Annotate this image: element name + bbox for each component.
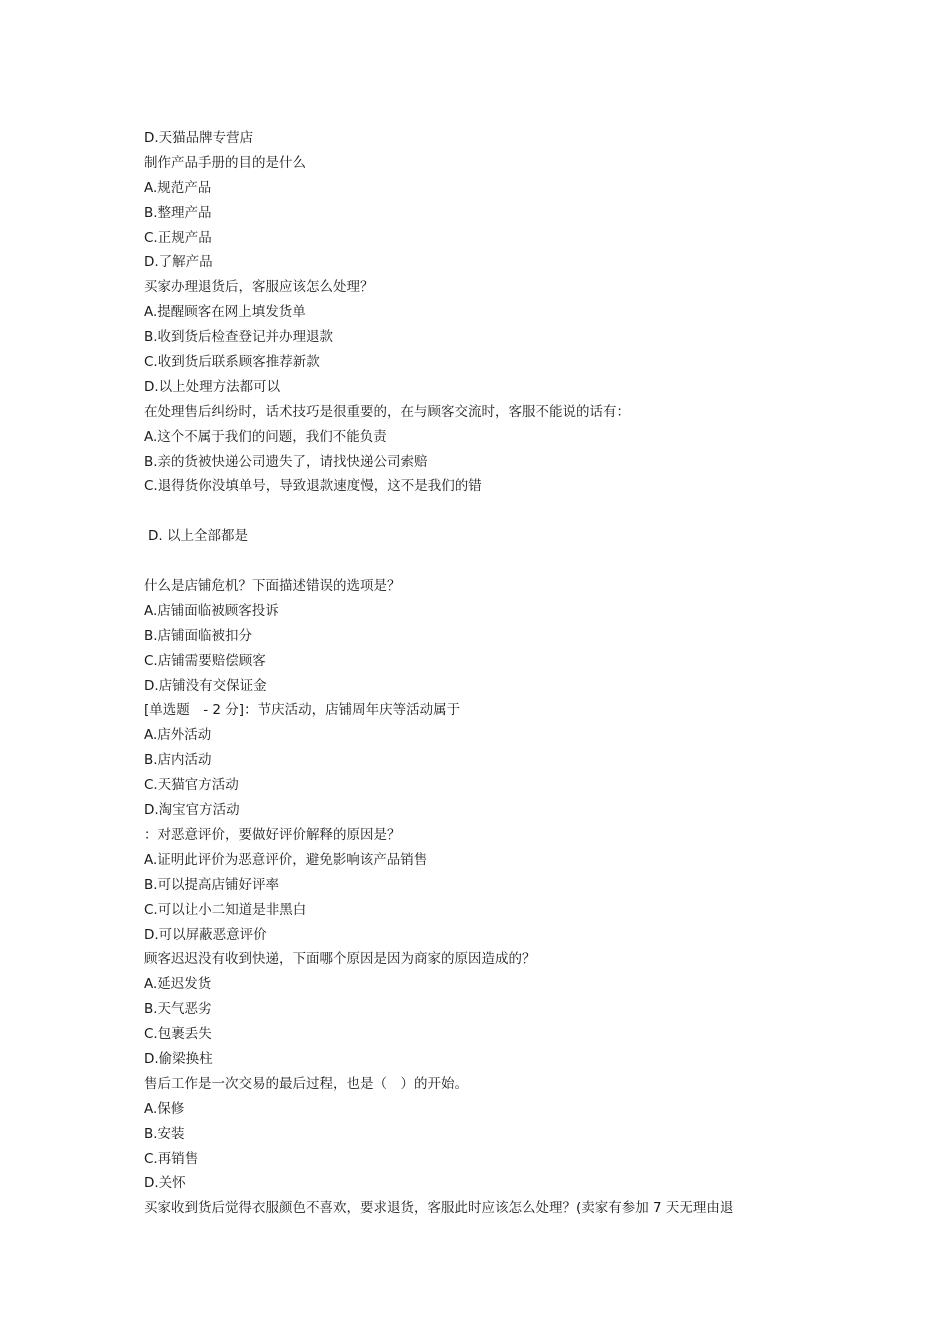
answer-option: D.店铺没有交保证金 xyxy=(144,677,267,694)
answer-option: C.再销售 xyxy=(144,1150,199,1167)
question-text: 在处理售后纠纷时，话术技巧是很重要的，在与顾客交流时，客服不能说的话有： xyxy=(144,403,630,420)
answer-option: A.保修 xyxy=(144,1100,185,1117)
answer-option: B.亲的货被快递公司遗失了，请找快递公司索赔 xyxy=(144,453,428,470)
answer-option: C.包裹丢失 xyxy=(144,1026,212,1043)
answer-option: B.整理产品 xyxy=(144,204,212,221)
question-text: 什么是店铺危机？下面描述错误的选项是？ xyxy=(144,578,401,595)
answer-option: D.以上处理方法都可以 xyxy=(144,378,281,395)
question-text: 顾客迟迟没有收到快递，下面哪个原因是因为商家的原因造成的？ xyxy=(144,951,536,968)
question-text: ：对恶意评价，要做好评价解释的原因是？ xyxy=(144,826,401,843)
answer-option: C.天猫官方活动 xyxy=(144,777,239,794)
answer-option: A.规范产品 xyxy=(144,179,212,196)
blank-line xyxy=(144,549,844,574)
answer-option: A.店外活动 xyxy=(144,727,212,744)
answer-option: A.提醒顾客在网上填发货单 xyxy=(144,304,306,321)
answer-option: A.店铺面临被顾客投诉 xyxy=(144,602,279,619)
question-text: [单选题 - 2 分]：节庆活动，店铺周年庆等活动属于 xyxy=(144,702,461,719)
question-text: 买家收到货后觉得衣服颜色不喜欢，要求退货，客服此时应该怎么处理？(卖家有参加 7 天无理由退 xyxy=(144,1200,734,1217)
answer-option: A.这个不属于我们的问题，我们不能负责 xyxy=(144,428,387,445)
question-text: 售后工作是一次交易的最后过程，也是（ ）的开始。 xyxy=(144,1075,468,1092)
answer-option: A.证明此评价为恶意评价，避免影响该产品销售 xyxy=(144,851,428,868)
answer-option: C.店铺需要赔偿顾客 xyxy=(144,652,266,669)
answer-option: D.淘宝官方活动 xyxy=(144,802,240,819)
text-column xyxy=(144,126,844,1221)
question-text: 制作产品手册的目的是什么 xyxy=(144,154,306,171)
blank-line xyxy=(144,499,844,524)
answer-option: D.关怀 xyxy=(144,1175,186,1192)
answer-option: D.天猫品牌专营店 xyxy=(144,130,254,146)
answer-option: C.收到货后联系顾客推荐新款 xyxy=(144,354,320,371)
answer-option: D. 以上全部都是 xyxy=(148,528,248,545)
answer-option: C.可以让小二知道是非黑白 xyxy=(144,901,307,918)
answer-option: B.店内活动 xyxy=(144,752,212,769)
answer-option: D.偷梁换柱 xyxy=(144,1050,213,1067)
answer-option: B.天气恶劣 xyxy=(144,1001,212,1018)
answer-option: C.正规产品 xyxy=(144,229,212,246)
answer-option: D.可以屏蔽恶意评价 xyxy=(144,926,267,943)
answer-option: A.延迟发货 xyxy=(144,976,212,993)
answer-option: D.了解产品 xyxy=(144,254,213,271)
answer-option: C.退得货你没填单号，导致退款速度慢，这不是我们的错 xyxy=(144,478,482,495)
answer-option: B.可以提高店铺好评率 xyxy=(144,876,280,893)
question-text: 买家办理退货后，客服应该怎么处理？ xyxy=(144,279,374,296)
answer-option: B.安装 xyxy=(144,1125,185,1142)
answer-option: B.收到货后检查登记并办理退款 xyxy=(144,329,334,346)
answer-option: B.店铺面临被扣分 xyxy=(144,627,253,644)
